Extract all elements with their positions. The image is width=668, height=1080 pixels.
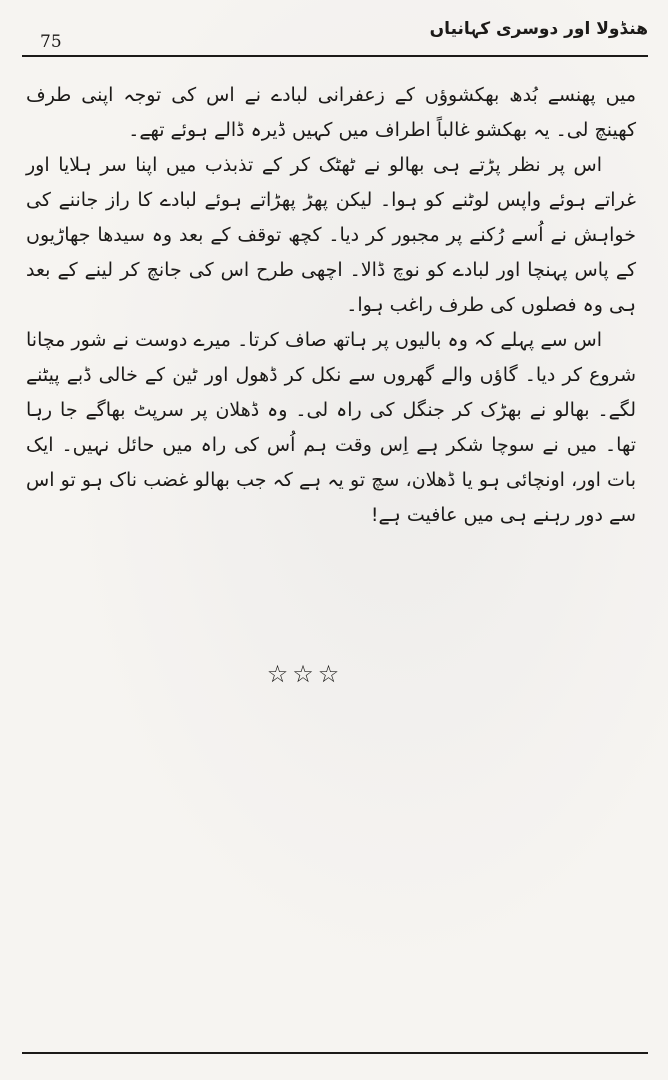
paragraph-continued: میں پھنسے بُدھ بھکشوؤں کے زعفرانی لبادے نے اس کی توجہ اپنی طرف کھینچ لی۔ یہ بھکشو غالباً اطراف میں کہیں ڈیرہ ڈالے ہوئے تھے۔	[26, 84, 636, 141]
page-number: 75	[40, 32, 62, 52]
section-break-stars: ☆☆☆	[266, 660, 344, 688]
body-text	[26, 78, 636, 533]
paragraph-bear-flees: اس سے پہلے کہ وہ بالیوں پر ہاتھ صاف کرتا۔ میرے دوست نے شور مچانا شروع کر دیا۔ گاؤں والے گھروں سے نکل کر ڈھول اور ٹین کے خالی ڈبے پیٹنے لگے۔ بھالو نے بھڑک کر جنگل کی راہ لی۔ وہ ڈھلان پر سرپٹ بھاگے جا رہا تھا۔ میں نے سوچا شکر ہے اِس وقت ہم اُس کی راہ میں حائل نہیں۔ ایک بات اور، اونچائی ہو یا ڈھلان، سچ تو یہ ہے کہ جب بھالو غضب ناک ہو تو اس سے دور رہنے ہی میں عافیت ہے!	[26, 329, 636, 526]
running-title: ھنڈولا اور دوسری کہانیاں	[429, 19, 648, 39]
footer-rule	[22, 1052, 648, 1054]
header-rule	[22, 55, 648, 57]
paragraph-bear-sighting: اس پر نظر پڑتے ہی بھالو نے ٹھٹک کر کے تذبذب میں اپنا سر ہلایا اور غراتے ہوئے واپس لوٹنے کو ہوا۔ لیکن پھڑ پھڑاتے ہوئے لبادے کا راز جاننے کی خواہش نے اُسے رُکنے پر مجبور کر دیا۔ کچھ توقف کے بعد وہ سیدھا جھاڑیوں کے پاس پہنچا اور لبادے کو نوچ ڈالا۔ اچھی طرح اس کی جانچ کر لینے کے بعد ہی وہ فصلوں کی طرف راغب ہوا۔	[26, 154, 636, 316]
page-header	[0, 0, 668, 60]
